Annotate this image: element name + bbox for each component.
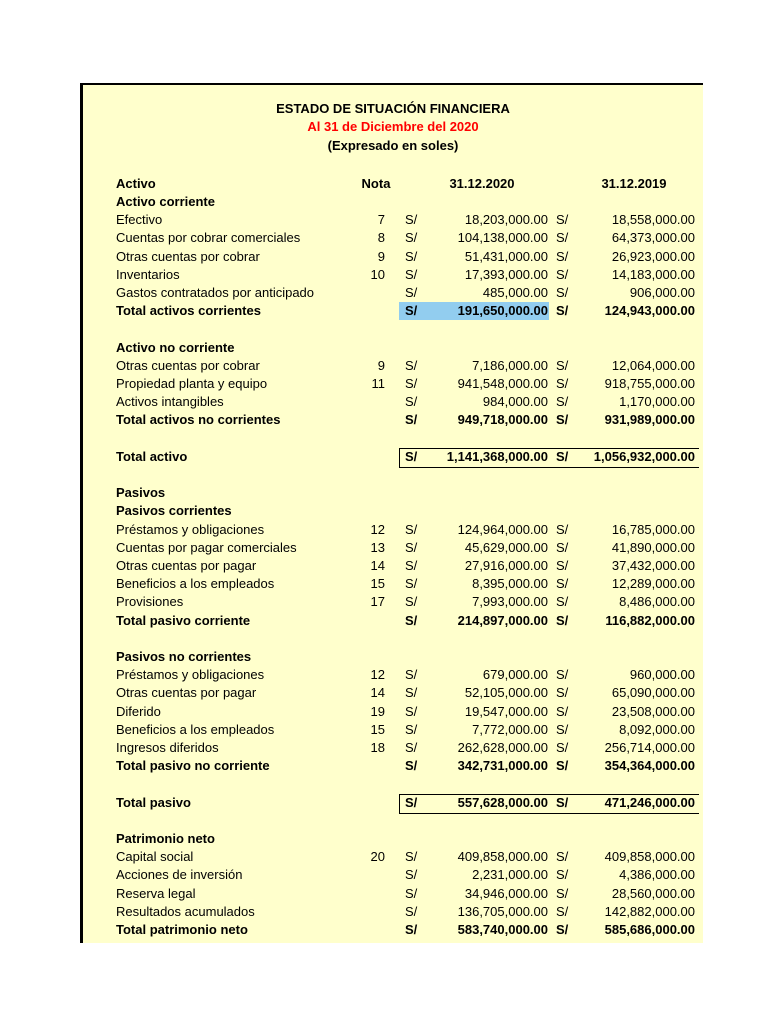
column-header-activo: Activo: [116, 176, 156, 191]
value-2020: 7,993,000.00: [472, 594, 548, 610]
row-label: Pasivos: [116, 485, 166, 501]
value-2020: 7,186,000.00: [472, 357, 548, 373]
row-label: Préstamos y obligaciones: [116, 667, 265, 683]
row-nota: 9: [377, 357, 385, 373]
statement-unit: (Expresado en soles): [327, 138, 459, 153]
currency-2019: S/: [556, 448, 569, 464]
value-2019: 471,246,000.00: [604, 794, 695, 810]
currency-2020: S/: [405, 521, 418, 537]
row-label: Reserva legal: [116, 885, 196, 901]
value-2020: 45,629,000.00: [464, 539, 548, 555]
currency-2019: S/: [556, 903, 569, 919]
currency-2020: S/: [405, 922, 418, 937]
row-label: Inventarios: [116, 266, 180, 282]
table-row: [83, 284, 703, 302]
row-label: Activos intangibles: [116, 394, 224, 410]
value-2019: 906,000.00: [629, 285, 695, 300]
table-row: [83, 848, 703, 866]
value-2019: 26,923,000.00: [611, 248, 695, 264]
currency-2020: S/: [405, 794, 418, 810]
row-nota: 10: [370, 266, 385, 282]
value-2020: 2,231,000.00: [472, 867, 548, 883]
value-2020: 124,964,000.00: [457, 521, 548, 537]
row-nota: 8: [377, 230, 385, 246]
row-label: Gastos contratados por anticipado: [116, 285, 315, 300]
value-2020: 136,705,000.00: [457, 903, 548, 919]
row-nota: 14: [370, 558, 385, 573]
currency-2020: S/: [405, 376, 418, 391]
table-row: [83, 721, 703, 739]
currency-2020: S/: [405, 685, 418, 701]
row-label: Activo corriente: [116, 194, 215, 209]
row-label: Propiedad planta y equipo: [116, 376, 268, 391]
value-2019: 960,000.00: [629, 667, 695, 683]
currency-2019: S/: [556, 612, 569, 628]
row-label: Diferido: [116, 703, 161, 719]
value-2019: 918,755,000.00: [604, 376, 695, 391]
table-row: [83, 357, 703, 375]
row-label: Efectivo: [116, 212, 163, 228]
table-row: [83, 684, 703, 702]
row-nota: 7: [377, 212, 385, 228]
currency-2020: S/: [405, 558, 418, 573]
currency-2020: S/: [405, 448, 418, 464]
currency-2019: S/: [556, 394, 569, 410]
currency-2020: S/: [405, 885, 418, 901]
row-label: Otras cuentas por pagar: [116, 685, 257, 701]
row-nota: 12: [370, 521, 385, 537]
value-2020: 949,718,000.00: [457, 412, 548, 428]
value-2020: 583,740,000.00: [457, 922, 548, 937]
currency-2019: S/: [556, 594, 569, 610]
table-row: [83, 339, 703, 357]
currency-2019: S/: [556, 703, 569, 719]
value-2019: 4,386,000.00: [619, 867, 695, 883]
currency-2019: S/: [556, 758, 569, 774]
value-2019: 116,882,000.00: [605, 612, 695, 628]
row-nota: 15: [370, 721, 385, 737]
table-row: [83, 593, 703, 611]
table-row: [83, 921, 703, 939]
row-nota: 14: [370, 685, 385, 701]
row-label: Provisiones: [116, 594, 184, 610]
value-2020: 7,772,000.00: [472, 721, 548, 737]
value-2020: 51,431,000.00: [464, 248, 548, 264]
currency-2020: S/: [405, 903, 418, 919]
row-label: Total activo: [116, 448, 188, 464]
value-2019: 14,183,000.00: [611, 266, 695, 282]
currency-2019: S/: [556, 685, 569, 701]
table-row: [83, 539, 703, 557]
value-2019: 409,858,000.00: [604, 849, 695, 865]
table-row: [83, 484, 703, 502]
row-label: Patrimonio neto: [116, 831, 215, 846]
currency-2020: S/: [405, 721, 418, 737]
table-row: [83, 248, 703, 266]
value-2019: 64,373,000.00: [611, 230, 695, 246]
row-label: Activo no corriente: [116, 339, 235, 355]
value-2019: 16,785,000.00: [611, 521, 695, 537]
value-2019: 41,890,000.00: [611, 539, 695, 555]
currency-2020: S/: [405, 248, 418, 264]
table-row: [83, 229, 703, 247]
currency-2019: S/: [556, 885, 569, 901]
row-label: Total activos corrientes: [116, 303, 261, 319]
table-row: [83, 575, 703, 593]
currency-2019: S/: [556, 266, 569, 282]
value-2019: 1,170,000.00: [619, 394, 695, 410]
table-row: [83, 411, 703, 429]
financial-statement-sheet: [80, 83, 703, 943]
value-2019: 28,560,000.00: [611, 885, 695, 901]
value-2020: 1,141,368,000.00: [446, 448, 548, 464]
currency-2019: S/: [556, 667, 569, 683]
table-row: [83, 903, 703, 921]
table-row: [83, 703, 703, 721]
table-row: [83, 302, 703, 320]
row-label: Otras cuentas por pagar: [116, 558, 257, 573]
value-2020: 27,916,000.00: [464, 558, 548, 573]
row-label: Pasivos corrientes: [116, 503, 232, 519]
currency-2020: S/: [405, 212, 418, 228]
table-row: [83, 739, 703, 757]
currency-2019: S/: [556, 922, 569, 937]
row-label: Total pasivo corriente: [116, 612, 251, 628]
row-label: Total activos no corrientes: [116, 412, 281, 428]
currency-2019: S/: [556, 849, 569, 865]
row-label: Préstamos y obligaciones: [116, 521, 265, 537]
currency-2020: S/: [405, 612, 418, 628]
row-nota: 12: [370, 667, 385, 683]
currency-2020: S/: [405, 303, 418, 319]
currency-2019: S/: [556, 576, 569, 592]
row-nota: 9: [377, 248, 385, 264]
table-row: [83, 521, 703, 539]
currency-2020: S/: [405, 667, 418, 683]
row-label: Ingresos diferidos: [116, 740, 219, 755]
row-nota: 20: [370, 849, 385, 865]
value-2020: 679,000.00: [482, 667, 548, 683]
value-2019: 18,558,000.00: [611, 212, 695, 228]
row-label: Total pasivo: [116, 794, 191, 810]
row-nota: 18: [370, 740, 385, 755]
currency-2019: S/: [556, 721, 569, 737]
value-2019: 8,486,000.00: [619, 594, 695, 610]
row-nota: 17: [370, 594, 385, 610]
currency-2020: S/: [405, 412, 418, 428]
table-row: [83, 193, 703, 211]
value-2020: 34,946,000.00: [464, 885, 548, 901]
currency-2019: S/: [556, 521, 569, 537]
value-2019: 65,090,000.00: [611, 685, 695, 701]
row-label: Acciones de inversión: [116, 867, 243, 883]
table-row: [83, 211, 703, 229]
row-label: Beneficios a los empleados: [116, 576, 275, 592]
value-2019: 12,289,000.00: [611, 576, 695, 592]
currency-2019: S/: [556, 412, 569, 428]
row-nota: 19: [370, 703, 385, 719]
value-2019: 931,989,000.00: [604, 412, 695, 428]
row-label: Capital social: [116, 849, 194, 865]
value-2020: 409,858,000.00: [457, 849, 548, 865]
currency-2019: S/: [556, 740, 569, 755]
currency-2020: S/: [405, 867, 418, 883]
currency-2019: S/: [556, 230, 569, 246]
table-row: [83, 375, 703, 393]
value-2020: 342,731,000.00: [457, 758, 548, 774]
row-nota: 11: [371, 376, 385, 391]
value-2019: 142,882,000.00: [604, 903, 695, 919]
table-row: [83, 830, 703, 848]
currency-2019: S/: [556, 867, 569, 883]
table-row: [83, 794, 703, 812]
column-header-nota: Nota: [361, 176, 391, 191]
value-2020: 191,650,000.00: [457, 303, 548, 319]
currency-2020: S/: [405, 230, 418, 246]
value-2019: 23,508,000.00: [611, 703, 695, 719]
currency-2020: S/: [405, 703, 418, 719]
currency-2020: S/: [405, 266, 418, 282]
value-2020: 19,547,000.00: [464, 703, 548, 719]
column-header-2020: 31.12.2020: [449, 176, 515, 191]
row-label: Pasivos no corrientes: [116, 649, 252, 664]
value-2020: 941,548,000.00: [457, 376, 548, 391]
table-row: [83, 612, 703, 630]
table-row: [83, 448, 703, 466]
currency-2020: S/: [405, 758, 418, 774]
statement-date: Al 31 de Diciembre del 2020: [307, 119, 479, 134]
currency-2019: S/: [556, 248, 569, 264]
value-2019: 1,056,932,000.00: [593, 448, 695, 464]
value-2020: 104,138,000.00: [457, 230, 548, 246]
value-2020: 214,897,000.00: [457, 612, 548, 628]
row-label: Otras cuentas por cobrar: [116, 248, 260, 264]
value-2019: 8,092,000.00: [619, 721, 695, 737]
value-2019: 37,432,000.00: [611, 558, 695, 573]
row-label: Beneficios a los empleados: [116, 721, 275, 737]
row-nota: 15: [370, 576, 385, 592]
table-row: [83, 648, 703, 666]
value-2019: 354,364,000.00: [604, 758, 695, 774]
row-label: Cuentas por cobrar comerciales: [116, 230, 301, 246]
value-2020: 262,628,000.00: [457, 740, 548, 755]
row-label: Total patrimonio neto: [116, 922, 248, 937]
value-2019: 256,714,000.00: [604, 740, 695, 755]
currency-2019: S/: [556, 539, 569, 555]
table-row: [83, 393, 703, 411]
currency-2019: S/: [556, 212, 569, 228]
value-2020: 984,000.00: [482, 394, 548, 410]
value-2020: 557,628,000.00: [457, 794, 548, 810]
table-row: [83, 866, 703, 884]
value-2020: 485,000.00: [482, 285, 548, 300]
row-nota: 13: [370, 539, 385, 555]
value-2020: 18,203,000.00: [464, 212, 548, 228]
table-row: [83, 757, 703, 775]
currency-2019: S/: [556, 357, 569, 373]
table-row: [83, 502, 703, 520]
currency-2019: S/: [556, 558, 569, 573]
row-label: Otras cuentas por cobrar: [116, 357, 260, 373]
currency-2019: S/: [556, 376, 569, 391]
value-2020: 8,395,000.00: [472, 576, 548, 592]
table-row: [83, 557, 703, 575]
currency-2019: S/: [556, 285, 569, 300]
currency-2019: S/: [556, 794, 569, 810]
currency-2020: S/: [405, 394, 418, 410]
value-2019: 12,064,000.00: [611, 357, 695, 373]
value-2020: 17,393,000.00: [464, 266, 548, 282]
row-label: Resultados acumulados: [116, 903, 255, 919]
value-2019: 585,686,000.00: [604, 922, 695, 937]
currency-2020: S/: [405, 740, 418, 755]
currency-2020: S/: [405, 849, 418, 865]
table-row: [83, 885, 703, 903]
currency-2020: S/: [405, 357, 418, 373]
table-row: [83, 266, 703, 284]
currency-2020: S/: [405, 576, 418, 592]
column-header-row: [83, 175, 703, 193]
value-2019: 124,943,000.00: [604, 303, 695, 319]
table-row: [83, 666, 703, 684]
currency-2020: S/: [405, 539, 418, 555]
row-label: Cuentas por pagar comerciales: [116, 539, 297, 555]
value-2020: 52,105,000.00: [464, 685, 548, 701]
currency-2020: S/: [405, 285, 418, 300]
statement-title: ESTADO DE SITUACIÓN FINANCIERA: [276, 101, 510, 116]
currency-2020: S/: [405, 594, 418, 610]
column-header-2019: 31.12.2019: [601, 176, 667, 191]
currency-2019: S/: [556, 303, 569, 319]
row-label: Total pasivo no corriente: [116, 758, 270, 774]
